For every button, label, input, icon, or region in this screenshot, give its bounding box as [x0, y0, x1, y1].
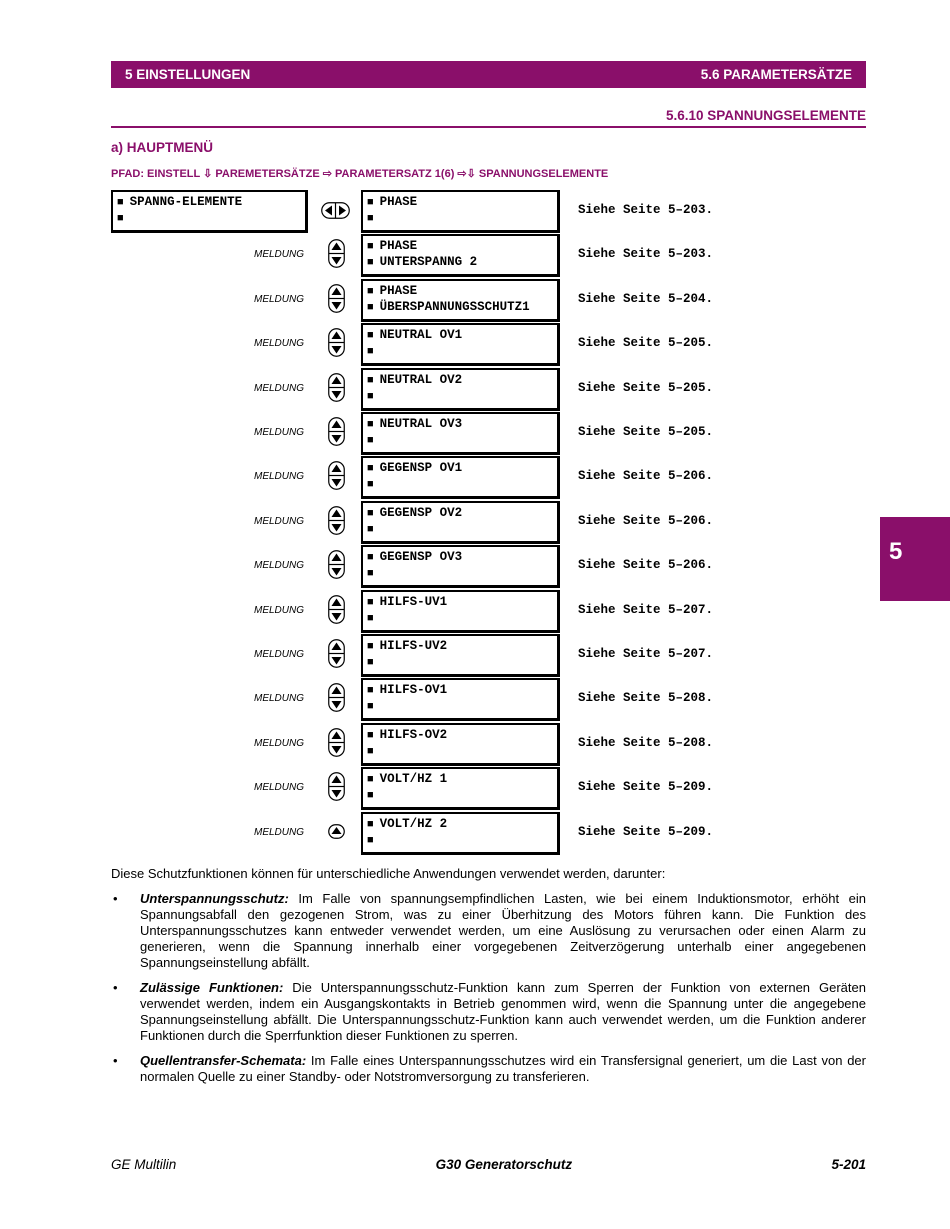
list-item-text: Im Falle von spannungsempfindlichen Lasten, wie bei einem Induktionsmotor, erhöht ein Spannungsabfall den gezogenen Strom, was zu einer Überhitzung des Motors führen kann. Die Funktion des Unterspannungsschutzes kann entweder verwendet werden, um eine Auslösung zu verursachen oder einen Alarm zu generieren, wenn die Spannung innerhalb einer vorgegebenen Zeitverzögerung unterhalb einer angegebenen Spannungseinstellung abfällt. — [140, 891, 866, 970]
bullet-dot: • — [113, 1053, 118, 1068]
menu-path: PFAD: EINSTELL ⇩ PAREMETERSÄTZE ⇨ PARAMETERSATZ 1(6) ⇨⇩ SPANNUNGSELEMENTE — [111, 168, 609, 180]
page-footer — [111, 1157, 866, 1172]
applications-list — [111, 891, 866, 1094]
up-down-key-icon — [328, 328, 345, 357]
setting-display-line-1: ■ VOLT/HZ 2 — [367, 816, 557, 832]
setting-display-line-2 — [367, 432, 557, 448]
main-menu-line-1: ■ SPANNG-ELEMENTE — [117, 194, 305, 210]
section-title: 5.6 PARAMETERSÄTZE — [700, 67, 852, 82]
message-label: MELDUNG — [254, 382, 305, 394]
setting-display — [361, 767, 560, 810]
setting-display-line-2 — [367, 832, 557, 848]
message-label: MELDUNG — [254, 782, 305, 794]
setting-display-line-2 — [367, 787, 557, 803]
setting-display-line-1: ■ GEGENSP OV3 — [367, 549, 557, 565]
setting-display-line-1: ■ PHASE — [367, 238, 557, 254]
setting-display — [361, 634, 560, 677]
message-label: MELDUNG — [254, 604, 305, 616]
footer-page-number: 5-201 — [831, 1157, 866, 1172]
page-reference: Siehe Seite 5–209. — [578, 780, 714, 795]
section-header-bar — [111, 61, 866, 88]
page-reference: Siehe Seite 5–207. — [578, 647, 714, 661]
page-reference: Siehe Seite 5–207. — [578, 602, 714, 617]
setting-display — [361, 323, 560, 366]
setting-display-line-2 — [367, 698, 557, 714]
message-label: MELDUNG — [254, 249, 305, 261]
setting-display-line-1: ■ NEUTRAL OV3 — [367, 416, 557, 432]
message-label: MELDUNG — [254, 693, 305, 705]
page-reference: Siehe Seite 5–205. — [578, 380, 714, 395]
left-right-key-icon — [321, 202, 350, 219]
setting-display-line-1: ■ GEGENSP OV1 — [367, 460, 557, 476]
message-label: MELDUNG — [254, 515, 305, 527]
setting-display-line-2 — [367, 521, 557, 537]
main-menu-line-2 — [117, 210, 305, 226]
message-label: MELDUNG — [254, 338, 305, 350]
setting-display — [361, 412, 560, 455]
chapter-title: 5 EINSTELLUNGEN — [125, 67, 251, 82]
setting-display-line-2 — [367, 388, 557, 404]
list-item-term: Quellentransfer-Schemata: — [140, 1053, 307, 1068]
setting-display — [361, 456, 560, 499]
message-label: MELDUNG — [254, 427, 305, 438]
setting-display — [361, 501, 560, 544]
setting-display — [361, 812, 560, 855]
setting-display-line-1: ■ NEUTRAL OV1 — [367, 327, 557, 343]
setting-display-line-2 — [367, 210, 557, 226]
setting-display-line-1: ■ HILFS-OV2 — [367, 727, 557, 743]
setting-display — [361, 234, 560, 277]
setting-display-line-2: ■ UNTERSPANNG 2 — [367, 254, 557, 270]
setting-display-line-1: ■ VOLT/HZ 1 — [367, 771, 557, 787]
setting-display-line-1: ■ GEGENSP OV2 — [367, 505, 557, 521]
setting-display-line-2 — [367, 654, 557, 670]
setting-display — [361, 279, 560, 322]
setting-display-line-1: ■ PHASE — [367, 194, 557, 210]
up-down-key-icon — [328, 506, 345, 535]
up-key-icon — [328, 824, 345, 839]
page-reference: Siehe Seite 5–209. — [578, 824, 714, 839]
up-down-key-icon — [328, 728, 345, 757]
message-label: MELDUNG — [254, 560, 305, 572]
list-item — [111, 980, 866, 1044]
page-reference: Siehe Seite 5–204. — [578, 291, 714, 306]
message-label: MELDUNG — [254, 826, 305, 838]
up-down-key-icon — [328, 772, 345, 801]
footer-company: GE Multilin — [111, 1157, 177, 1172]
list-item-term: Zulässige Funktionen: — [140, 980, 284, 995]
up-down-key-icon — [328, 373, 345, 402]
list-item-text: Die Unterspannungsschutz-Funktion kann zum Sperren der Funktion von externen Geräten verwendet werden, indem ein Ausgangskontakts in Betrieb genommen wird, wenn die Spannung unter die angegebene Spannungseinstellung abfällt. Die Unterspannungsschutz-Funktion kann auch verwendet werden, um die Funktion anderer Funktionen durch die Sperrfunktion dieser Funktionen zu sperren. — [140, 980, 866, 1043]
up-down-key-icon — [328, 639, 345, 668]
setting-display — [361, 190, 560, 233]
list-item — [111, 1053, 866, 1085]
up-down-key-icon — [328, 461, 345, 490]
bullet-dot: • — [113, 891, 118, 906]
up-down-key-icon — [328, 595, 345, 624]
subsection-divider — [111, 126, 866, 128]
footer-product: G30 Generatorschutz — [435, 1157, 573, 1172]
setting-display-line-1: ■ PHASE — [367, 283, 557, 299]
setting-display — [361, 723, 560, 766]
list-item — [111, 891, 866, 971]
setting-display-line-2 — [367, 565, 557, 581]
page-reference: Siehe Seite 5–205. — [578, 336, 714, 351]
setting-display — [361, 545, 560, 588]
up-down-key-icon — [328, 683, 345, 712]
setting-display — [361, 368, 560, 411]
up-down-key-icon — [328, 239, 345, 268]
setting-display — [361, 590, 560, 633]
setting-display-line-1: ■ NEUTRAL OV2 — [367, 372, 557, 388]
list-item-term: Unterspannungsschutz: — [140, 891, 289, 906]
message-label: MELDUNG — [254, 649, 305, 660]
chapter-side-tab: 5 — [880, 517, 950, 601]
message-label: MELDUNG — [254, 737, 305, 749]
setting-display-line-2 — [367, 476, 557, 492]
setting-display-line-2 — [367, 743, 557, 759]
setting-display-line-1: ■ HILFS-UV2 — [367, 638, 557, 654]
setting-display-line-2: ■ ÜBERSPANNUNGSSCHUTZ1 — [367, 299, 557, 315]
up-down-key-icon — [328, 417, 345, 446]
list-item-text: Im Falle eines Unterspannungsschutzes wird ein Transfersignal generiert, um die Last von der normalen Quelle zu einer Standby- oder Notstromversorgung zu transferieren. — [140, 1053, 866, 1084]
page-reference: Siehe Seite 5–208. — [578, 735, 714, 750]
message-label: MELDUNG — [254, 471, 305, 483]
page-reference: Siehe Seite 5–206. — [578, 469, 714, 484]
page-reference: Siehe Seite 5–203. — [578, 247, 714, 262]
page-reference: Siehe Seite 5–206. — [578, 513, 714, 528]
main-menu-display — [111, 190, 308, 233]
setting-display — [361, 678, 560, 721]
setting-display-line-2 — [367, 610, 557, 626]
subsection-title: 5.6.10 SPANNUNGSELEMENTE — [665, 108, 866, 123]
bullet-dot: • — [113, 980, 118, 995]
main-menu-heading: a) HAUPTMENÜ — [111, 140, 214, 155]
page-reference: Siehe Seite 5–205. — [578, 425, 714, 439]
setting-display-line-1: ■ HILFS-OV1 — [367, 682, 557, 698]
message-label: MELDUNG — [254, 293, 305, 305]
intro-paragraph: Diese Schutzfunktionen können für unterschiedliche Anwendungen verwendet werden, darunter: — [111, 866, 666, 881]
up-down-key-icon — [328, 284, 345, 313]
page-reference: Siehe Seite 5–206. — [578, 558, 714, 573]
setting-display-line-2 — [367, 343, 557, 359]
page-reference: Siehe Seite 5–203. — [578, 203, 714, 217]
up-down-key-icon — [328, 550, 345, 579]
setting-display-line-1: ■ HILFS-UV1 — [367, 594, 557, 610]
page-reference: Siehe Seite 5–208. — [578, 691, 714, 706]
